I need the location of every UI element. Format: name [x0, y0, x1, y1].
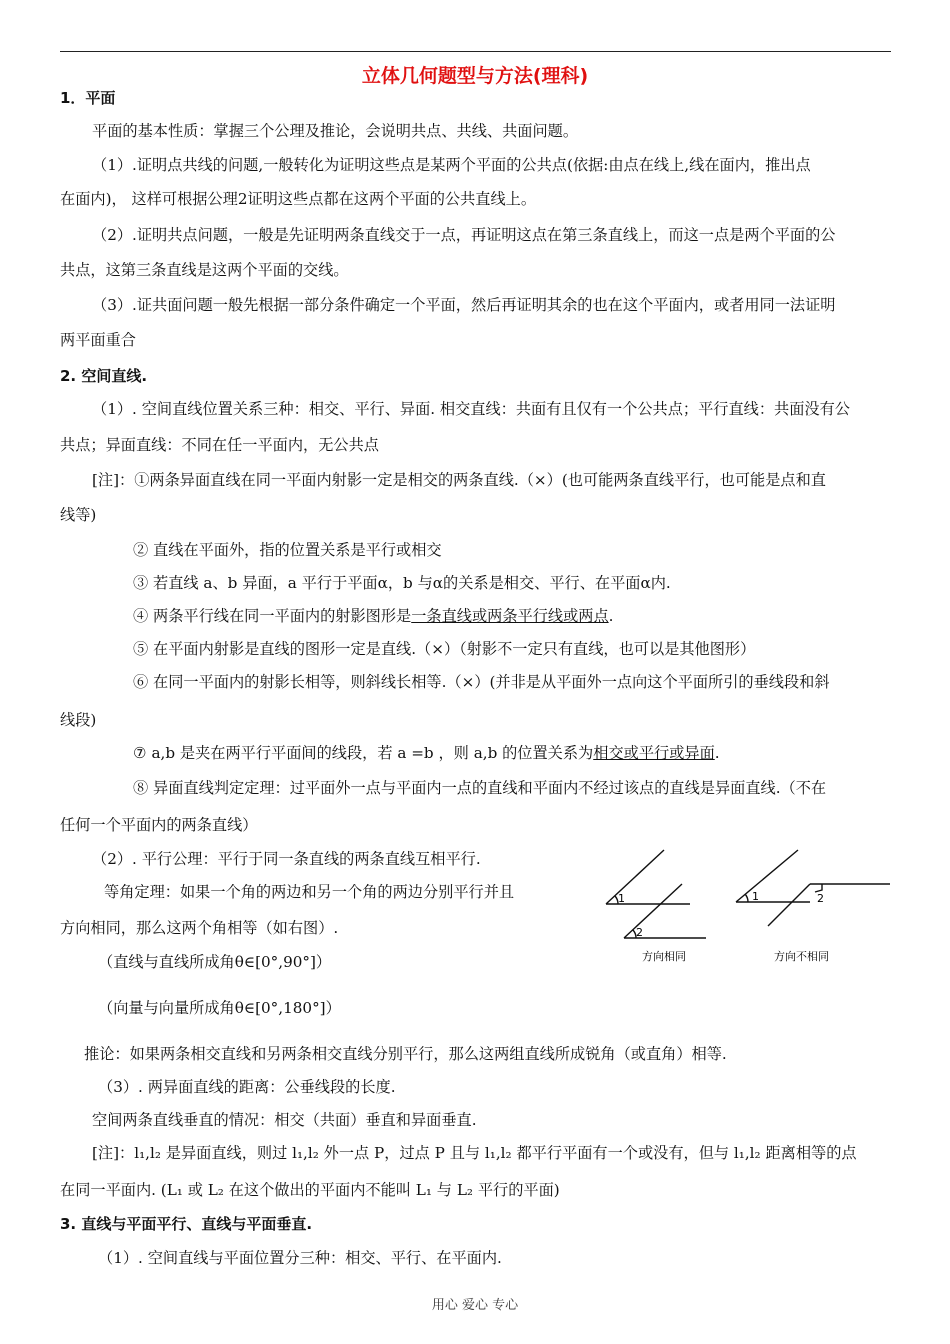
- figure-caption-right: 方向不相同: [774, 950, 829, 963]
- equal-angle-figure: [598, 840, 898, 970]
- paragraph-line: 等角定理：如果一个角的两边和另一个角的两边分别平行并且: [104, 883, 515, 901]
- paragraph-line: 共点，这第三条直线是这两个平面的交线。: [60, 261, 349, 279]
- paragraph-line: （3）.证共面问题一般先根据一部分条件确定一个平面，然后再证明其余的也在这个平面内，或者用同一法证明: [92, 296, 836, 314]
- note-line: [注]：①两条异面直线在同一平面内射影一定是相交的两条直线.（×）(也可能两条直线平行，也可能是点和直: [92, 471, 826, 489]
- angle-arc: [815, 884, 822, 892]
- paragraph-line: 推论：如果两条相交直线和另两条相交直线分别平行，那么这两组直线所成锐角（或直角）相等.: [84, 1045, 727, 1063]
- figure-line: [768, 884, 810, 926]
- page-footer: 用心 爱心 专心: [431, 1298, 519, 1313]
- paragraph-line: （1）.证明点共线的问题,一般转化为证明这些点是某两个平面的公共点(依据:由点在线上,线在面内，推出点: [92, 156, 811, 174]
- note-line: 在同一平面内. (L₁ 或 L₂ 在这个做出的平面内不能叫 L₁ 与 L₂ 平行的平面): [60, 1181, 560, 1199]
- figure-line: [606, 850, 664, 904]
- underlined-answer: 相交或平行或异面: [593, 744, 715, 762]
- paragraph-line: 方向相同，那么这两个角相等（如右图）.: [60, 919, 339, 937]
- paragraph-line: （2）. 平行公理：平行于同一条直线的两条直线互相平行.: [92, 850, 481, 868]
- paragraph-line: （1）. 空间直线位置关系三种：相交、平行、异面. 相交直线：共面有且仅有一个公共点；平行直线：共面没有公: [92, 400, 850, 418]
- figure-caption-left: 方向相同: [642, 950, 686, 963]
- paragraph-line: （2）.证明共点问题，一般是先证明两条直线交于一点，再证明这点在第三条直线上，而这一点是两个平面的公: [92, 226, 836, 244]
- angle-label: 1: [752, 890, 759, 903]
- section-heading: 3. 直线与平面平行、直线与平面垂直.: [60, 1215, 313, 1233]
- paragraph-line: （直线与直线所成角θ∈[0°,90°]）: [98, 953, 332, 971]
- paragraph-line: （3）. 两异面直线的距离：公垂线段的长度.: [98, 1078, 396, 1096]
- angle-label: 2: [817, 892, 824, 905]
- note-line: 线等): [60, 506, 97, 524]
- note-item: ⑥ 在同一平面内的射影长相等，则斜线长相等.（×）(并非是从平面外一点向这个平面所引的垂线段和斜: [133, 673, 830, 691]
- angle-arc: [745, 894, 748, 902]
- paragraph-line: 共点；异面直线：不同在任一平面内，无公共点: [60, 436, 379, 454]
- paragraph-line: （1）. 空间直线与平面位置分三种：相交、平行、在平面内.: [98, 1249, 502, 1267]
- section-heading: 2. 空间直线.: [60, 367, 148, 385]
- header-rule: [60, 51, 891, 52]
- note-item: ⑤ 在平面内射影是直线的图形一定是直线.（×）（射影不一定只有直线，也可以是其他图形）: [133, 640, 756, 658]
- angle-label: 1: [618, 892, 625, 905]
- paragraph-line: 空间两条直线垂直的情况：相交（共面）垂直和异面垂直.: [92, 1111, 477, 1129]
- angle-label: 2: [636, 926, 643, 939]
- note-item-text: ④ 两条平行线在同一平面内的射影图形是: [133, 607, 412, 625]
- page-title: 立体几何题型与方法(理科): [361, 65, 589, 87]
- section-heading: 1．平面: [60, 89, 116, 107]
- paragraph-line: 在面内)， 这样可根据公理2证明这些点都在这两个平面的公共直线上。: [60, 190, 537, 208]
- note-item-end: .: [608, 607, 614, 625]
- note-item: ③ 若直线 a、b 异面，a 平行于平面α，b 与α的关系是相交、平行、在平面α内.: [133, 574, 671, 592]
- note-item: 任何一个平面内的两条直线）: [60, 816, 258, 834]
- figure-line: [624, 884, 682, 938]
- paragraph-line: 两平面重合: [60, 331, 136, 349]
- note-item: [133, 606, 613, 626]
- note-item: 线段): [60, 711, 97, 729]
- note-item: [133, 743, 720, 763]
- underlined-answer: 一条直线或两条平行线或两点: [411, 607, 609, 625]
- paragraph-line: （向量与向量所成角θ∈[0°,180°]）: [98, 999, 341, 1017]
- note-item: ② 直线在平面外，指的位置关系是平行或相交: [133, 541, 442, 559]
- paragraph-line: 平面的基本性质：掌握三个公理及推论，会说明共点、共线、共面问题。: [92, 122, 578, 140]
- note-line: [注]：l₁,l₂ 是异面直线，则过 l₁,l₂ 外一点 P，过点 P 且与 l₁,l₂ 都平行平面有一个或没有，但与 l₁,l₂ 距离相等的点: [92, 1144, 857, 1162]
- note-item: ⑧ 异面直线判定定理：过平面外一点与平面内一点的直线和平面内不经过该点的直线是异面直线.（不在: [133, 779, 827, 797]
- note-item-text: ⑦ a,b 是夹在两平行平面间的线段，若 a =b ，则 a,b 的位置关系为: [133, 744, 594, 762]
- note-item-end: .: [714, 744, 720, 762]
